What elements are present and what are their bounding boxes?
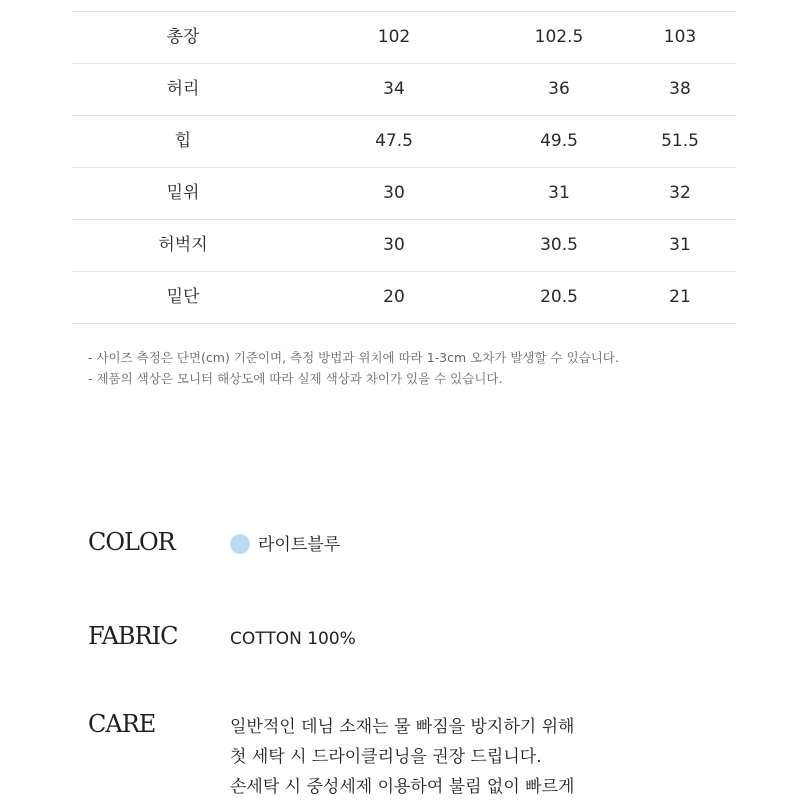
size-table <box>72 11 736 324</box>
size-value: 31 <box>669 235 691 255</box>
size-notes <box>88 347 619 389</box>
size-value: 30.5 <box>540 235 578 255</box>
care-label: CARE <box>88 710 156 738</box>
size-value: 102 <box>377 27 411 47</box>
size-value: 103 <box>663 27 697 47</box>
care-line: 일반적인 데님 소재는 물 빠짐을 방지하기 위해 <box>230 717 575 737</box>
care-text <box>230 712 574 802</box>
care-line: 첫 세탁 시 드라이클리닝을 권장 드립니다. <box>230 747 542 767</box>
color-value: 라이트블루 <box>258 535 341 555</box>
fabric-label: FABRIC <box>88 622 178 650</box>
size-row-length <box>72 12 736 64</box>
size-value: 20 <box>383 287 405 307</box>
note-color: - 제품의 색상은 모니터 해상도에 따라 실제 색상과 차이가 있을 수 있습니다. <box>88 371 503 386</box>
size-value: 51.5 <box>661 131 699 151</box>
row-label: 밑단 <box>166 287 200 307</box>
care-line: 손세탁 시 중성세제 이용하여 불림 없이 빠르게 <box>230 777 575 797</box>
size-row-hem <box>72 272 736 324</box>
size-value: 36 <box>548 79 570 99</box>
size-value: 102.5 <box>534 27 584 47</box>
size-value: 31 <box>548 183 570 203</box>
color-label: COLOR <box>88 528 175 556</box>
note-measurement: - 사이즈 측정은 단면(cm) 기준이며, 측정 방법과 위치에 따라 1-3cm 오차가 발생할 수 있습니다. <box>88 350 619 365</box>
row-label: 힙 <box>174 131 192 151</box>
row-label: 밑위 <box>166 183 200 203</box>
color-value-wrap <box>230 530 340 560</box>
row-label: 허리 <box>166 79 200 99</box>
row-label: 총장 <box>166 27 200 47</box>
size-row-thigh <box>72 220 736 272</box>
size-value: 30 <box>383 235 405 255</box>
size-row-rise <box>72 168 736 220</box>
color-swatch <box>230 534 250 554</box>
size-value: 38 <box>669 79 691 99</box>
size-value: 20.5 <box>540 287 578 307</box>
size-row-waist <box>72 64 736 116</box>
size-value: 49.5 <box>540 131 578 151</box>
size-value: 47.5 <box>375 131 413 151</box>
size-value: 21 <box>669 287 691 307</box>
size-value: 30 <box>383 183 405 203</box>
size-row-hip <box>72 116 736 168</box>
size-value: 32 <box>669 183 691 203</box>
size-value: 34 <box>383 79 405 99</box>
fabric-value: COTTON 100% <box>230 629 356 649</box>
row-label: 허벅지 <box>158 235 208 255</box>
